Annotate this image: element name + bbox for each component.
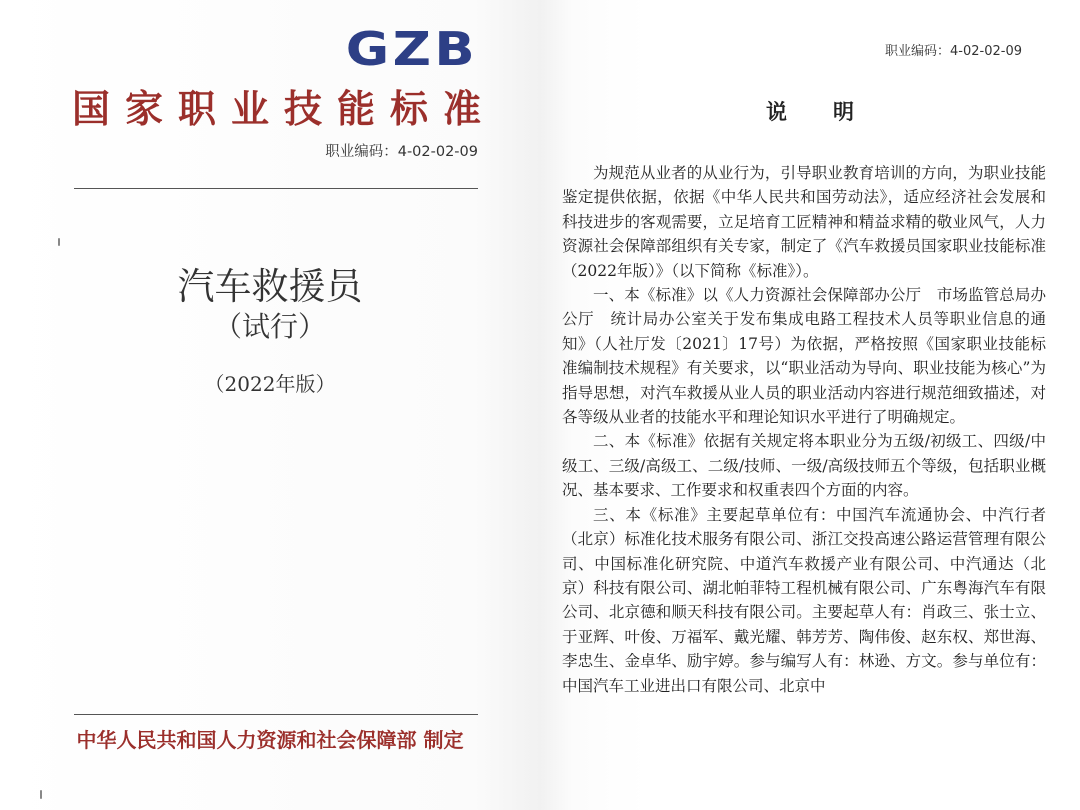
occupation-code-header: 职业编码：4-02-02-09: [885, 44, 1022, 59]
paragraph-one: 一、本《标准》以《人力资源社会保障部办公厅 市场监管总局办公厅 统计局办公室关于发布集成电路工程技术人员等职业信息的通知》（人社厅发〔2021〕17号）为依据，严格按照《国家职业技能标准编制技术规程》有关要求，以“职业活动为导向、职业技能为核心”为指导思想，对汽车救援从业人员的职业活动内容进行规范细致描述，对各等级从业者的技能水平和理论知识水平进行了明确规定。: [562, 286, 1046, 427]
section-title-char: 明: [833, 99, 854, 124]
occupation-code: 职业编码：4-02-02-09: [325, 144, 478, 160]
scan-speck: [40, 790, 42, 799]
scan-speck: [58, 238, 60, 246]
explanation-body: [562, 161, 1046, 698]
top-divider: [74, 188, 478, 189]
issuer-line: 中华人民共和国人力资源和社会保障部 制定: [76, 728, 464, 752]
document-name: 汽车救援员: [177, 265, 363, 308]
section-title-char: 说: [766, 99, 787, 124]
standard-series-title: 国家职业技能标准: [72, 86, 497, 131]
trial-label: （试行）: [213, 310, 326, 343]
section-title: [540, 96, 1080, 126]
paragraph-intro: 为规范从业者的从业行为，引导职业教育培训的方向，为职业技能鉴定提供依据，依据《中华人民共和国劳动法》，适应经济社会发展和科技进步的客观需要，立足培育工匠精神和精益求精的敬业风气，人力资源社会保障部组织有关专家，制定了《汽车救援员国家职业技能标准（2022年版）》（以下简称《标准》）。: [562, 164, 1046, 280]
paragraph-two: 二、本《标准》依据有关规定将本职业分为五级/初级工、四级/中级工、三级/高级工、二级/技师、一级/高级技师五个等级，包括职业概况、基本要求、工作要求和权重表四个方面的内容。: [562, 432, 1046, 500]
edition-label: （2022年版）: [204, 372, 336, 396]
bottom-divider: [74, 714, 478, 715]
explanation-page: [540, 0, 1080, 810]
paragraph-three: 三、本《标准》主要起草单位有：中国汽车流通协会、中汽行者（北京）标准化技术服务有限公司、浙江交投高速公路运营管理有限公司、中国标准化研究院、中道汽车救援产业有限公司、中汽通达（北京）科技有限公司、湖北帕菲特工程机械有限公司、广东粤海汽车有限公司、北京德和顺天科技有限公司。主要起草人有：肖政三、张士立、于亚辉、叶俊、万福军、戴光耀、韩芳芳、陶伟俊、赵东权、郑世海、李忠生、金卓华、励宇婷。参与编写人有：林逊、方文。参与单位有：中国汽车工业进出口有限公司、北京中: [562, 505, 1046, 695]
gzb-logo: GZB: [345, 22, 478, 76]
